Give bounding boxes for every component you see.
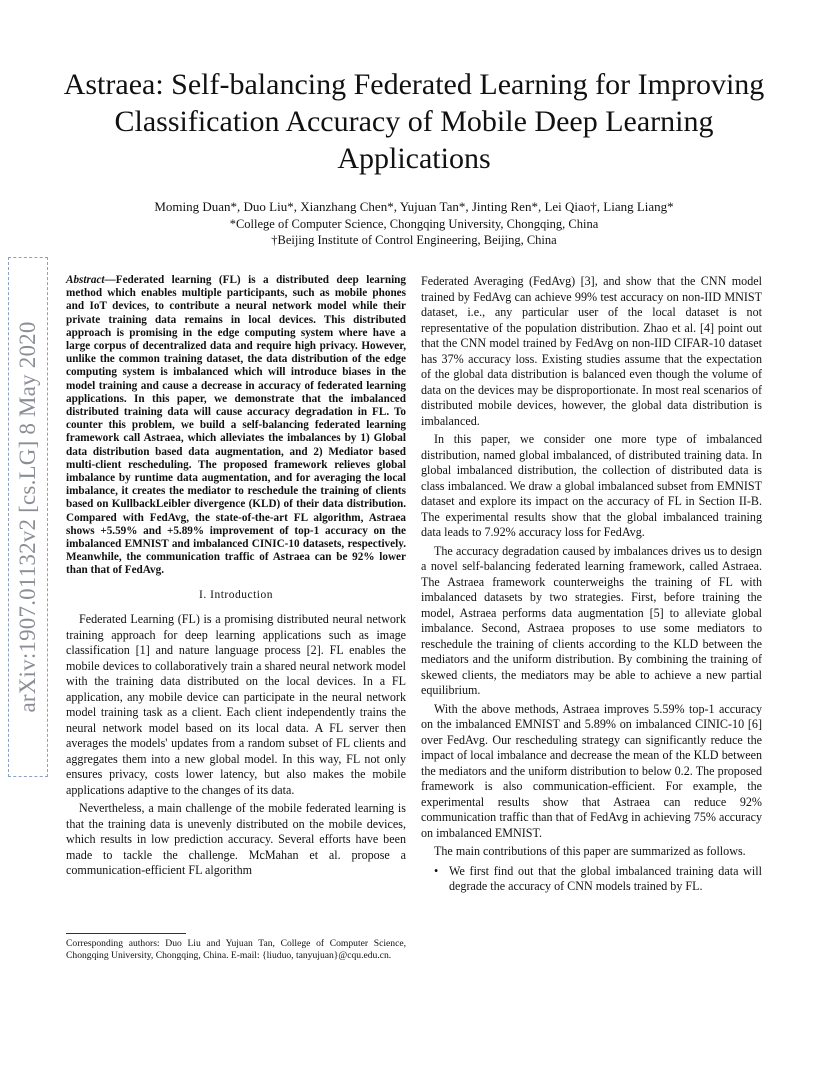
section-heading-introduction: I. Introduction: [199, 588, 273, 601]
intro-paragraph: With the above methods, Astraea improves 5.59% top-1 accuracy on the imbalanced EMNIST and 5.89% on imbalanced CINIC-10 [6] over FedAvg. Our rescheduling strategy can significantly reduce the impact of local imbalance and decrease the mean of the KLD between the mediators and the uniform distribution to below 0.2. The proposed framework is also communication-efficient. For example, the experimental results show that Astraea can reduce 92% communication traffic than that of FedAvg in achieving 75% accuracy on imbalanced EMNIST.: [421, 701, 762, 840]
intro-paragraph: Federated Learning (FL) is a promising distributed neural network training approach for deep learning applications such as image classification [1] and nature language process [2]. FL enables the mobile devices to collaboratively train a shared neural network model with the training data distributed on the local devices. In a FL application, any mobile device can participate in the neural network model training task as a client. Each client independently trains the neural network model based on its local data. A FL server then averages the models' updates from a random subset of FL clients and aggregates them into a new global model. In this way, FL not only ensures privacy, costs lower latency, but also makes the mobile applications adaptive to the changes of its data.: [66, 612, 406, 797]
contribution-text: We first find out that the global imbalanced training data will degrade the accuracy of CNN models trained by FL.: [449, 863, 762, 893]
affiliation-beijing: †Beijing Institute of Control Engineering, Beijing, China: [271, 233, 557, 247]
left-column: [66, 274, 406, 882]
contribution-item: [434, 863, 762, 895]
intro-paragraph: The main contributions of this paper are summarized as follows.: [434, 844, 746, 858]
arxiv-identifier[interactable]: arXiv:1907.01132v2 [cs.LG] 8 May 2020: [15, 321, 40, 713]
intro-paragraph: Nevertheless, a main challenge of the mobile federated learning is that the training data is unevenly distributed on the mobile devices, which results in low prediction accuracy. Several efforts have been made to tackle the challenge. McMahan et al. propose a communication-efficient FL algorithm: [66, 801, 406, 878]
contributions-list: [421, 864, 762, 895]
abstract-heading: Abstract: [66, 274, 105, 286]
intro-paragraph: Federated Averaging (FedAvg) [3], and show that the CNN model trained by FedAvg can achieve 99% test accuracy on non-IID MNIST dataset, i.e., any particular user of the local dataset is not representative of the population distribution. Zhao et al. [4] point out that the CNN model trained by FedAvg on non-IID CIFAR-10 dataset has 37% accuracy loss. Existing studies assume that the expectation of the global data distribution is balanced even though the volume of data on the devices may be disproportionate. In most real scenarios of distributed mobile devices, however, the global data distribution is imbalanced.: [421, 274, 762, 428]
abstract-dash: —: [104, 274, 116, 286]
affiliation-chongqing: *College of Computer Science, Chongqing University, Chongqing, China: [229, 217, 599, 231]
intro-paragraph: In this paper, we consider one more type of imbalanced distribution, named global imbalanced, of distributed training data. In global imbalanced distribution, the collection of distributed data is class imbalanced. We draw a global imbalanced subset from EMNIST dataset and explore its impact on the accuracy of FL in Section II-B. The experimental results show that the global imbalanced training data leads to 7.92% accuracy loss for FedAvg.: [421, 432, 762, 539]
paper-title: Astraea: Self-balancing Federated Learning for Improving Classification Accuracy of Mobile Deep Learning Applications: [63, 68, 765, 175]
abstract: [66, 274, 406, 578]
author-list: Moming Duan*, Duo Liu*, Xianzhang Chen*, Yujuan Tan*, Jinting Ren*, Lei Qiao†, Liang Liang*: [154, 199, 674, 214]
abstract-text: Federated learning (FL) is a distributed deep learning method which enables multiple participants, such as mobile phones and IoT devices, to contribute a neural network model while their private training data remains in local devices. This distributed approach is promising in the edge computing system where have a large corpus of decentralized data and require high privacy. However, unlike the common training dataset, the data distribution of the edge computing system is imbalanced which will introduce biases in the model training and cause a decrease in accuracy of federated learning applications. In this paper, we demonstrate that the imbalanced distributed training data will cause accuracy degradation in FL. To counter this problem, we build a self-balancing federated learning framework call Astraea, which alleviates the imbalances by 1) Global data distribution based data augmentation, and 2) Mediator based multi-client rescheduling. The proposed framework relieves global imbalance by runtime data augmentation, and for averaging the local imbalance, it creates the mediator to reschedule the training of clients based on KullbackLeibler divergence (KLD) of their data distribution. Compared with FedAvg, the state-of-the-art FL algorithm, Astraea shows +5.59% and +5.89% improvement of top-1 accuracy on the imbalanced EMNIST and imbalanced CINIC-10 datasets, respectively. Meanwhile, the communication traffic of Astraea can be 92% lower than that of FedAvg.: [66, 274, 406, 577]
footnote-divider: [66, 933, 186, 934]
intro-paragraph: The accuracy degradation caused by imbalances drives us to design a novel self-balancing federated learning framework, called Astraea. The Astraea framework counterweighs the training of FL with imbalanced datasets by two strategies. First, before training the model, Astraea performs data augmentation [5] to alleviate global imbalance. Second, Astraea proposes to use some mediators to reschedule the training of clients according to the KLD between the mediators and the uniform distribution. By combining the training of skewed clients, the mediators may be able to achieve a new partial equilibrium.: [421, 543, 762, 697]
bullet-icon: •: [434, 863, 439, 878]
corresponding-authors-footnote: Corresponding authors: Duo Liu and Yujuan Tan, College of Computer Science, Chongqing University, Chongqing, China. E-mail: {liuduo, tanyujuan}@cqu.edu.cn.: [66, 938, 406, 961]
right-column: [421, 274, 762, 895]
